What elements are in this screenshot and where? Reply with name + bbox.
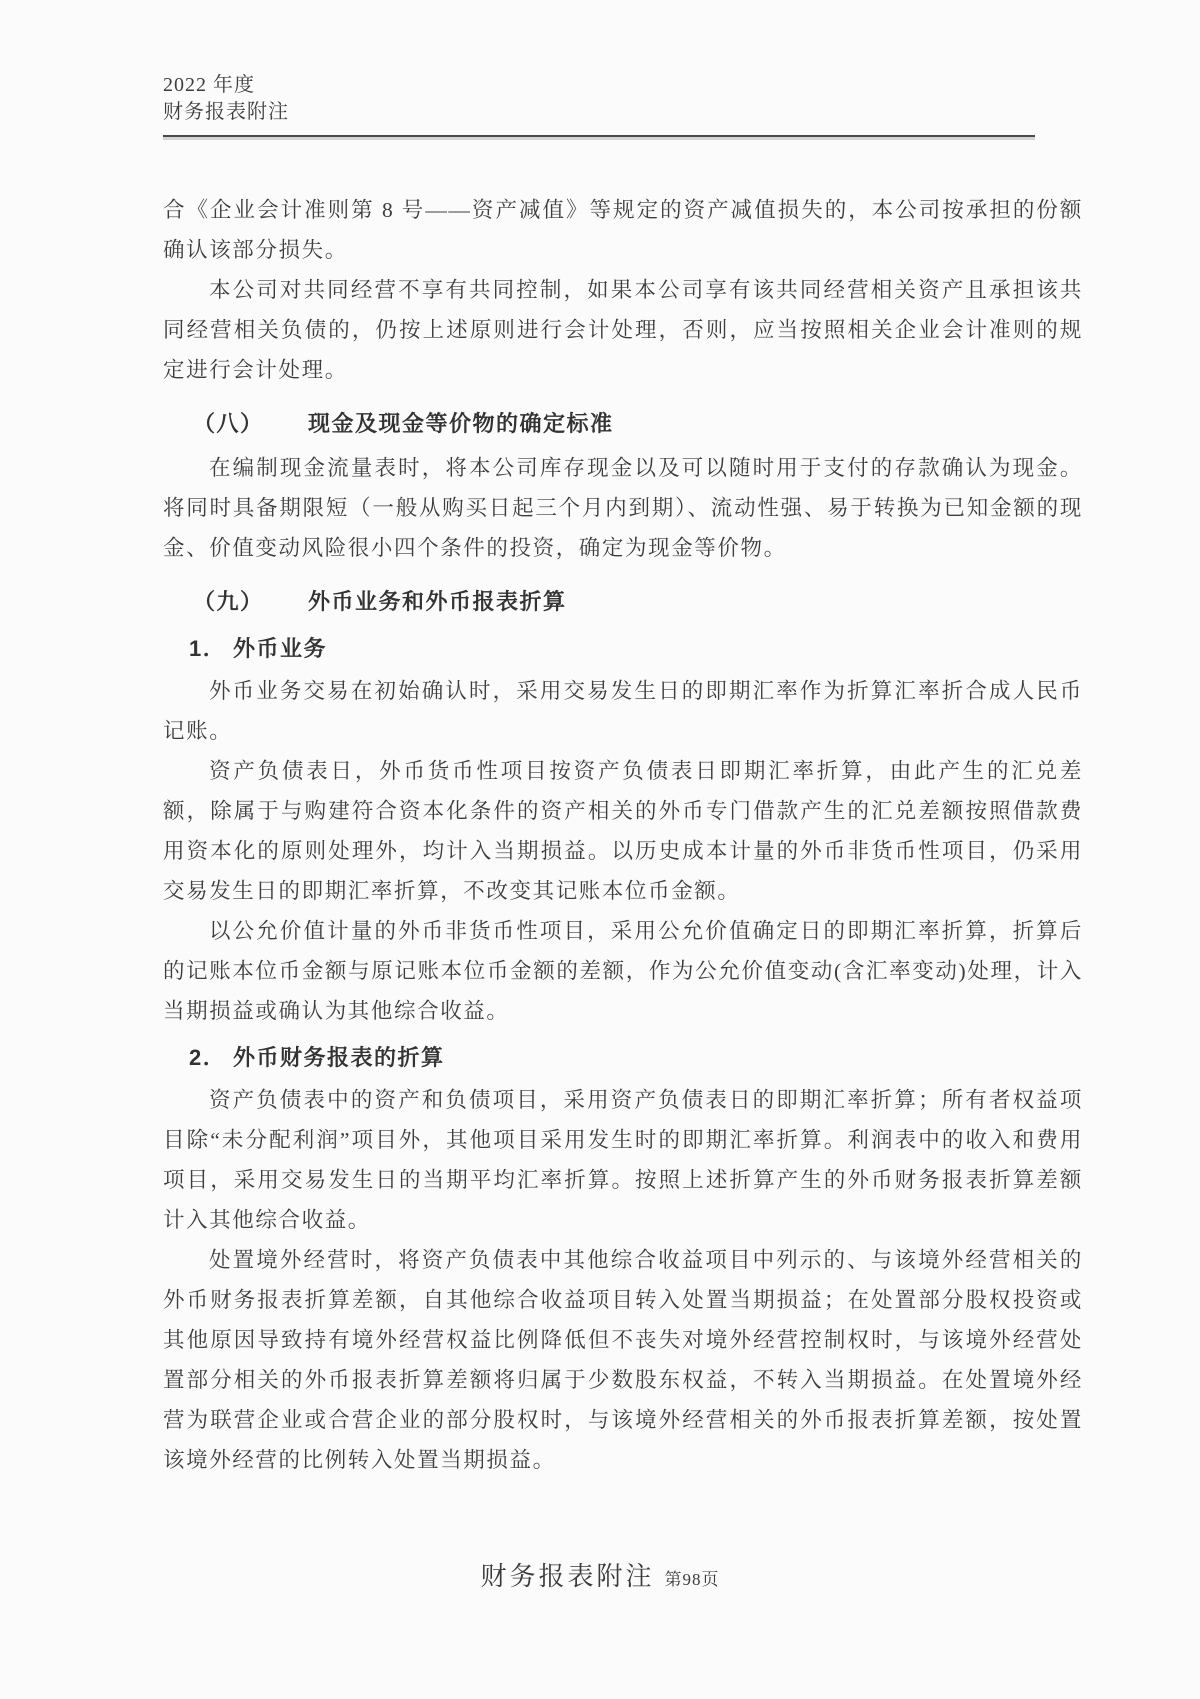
paragraph: 处置境外经营时，将资产负债表中其他综合收益项目中列示的、与该境外经营相关的外币财务报表折算差额，自其他综合收益项目转入处置当期损益；在处置部分股权投资或其他原因导致持有境外经营权益比例降低但不丧失对境外经营控制权时，与该境外经营处置部分相关的外币报表折算差额将归属于少数股东权益，不转入当期损益。在处置境外经营为联营企业或合营企业的部分股权时，与该境外经营相关的外币报表折算差额，按处置该境外经营的比例转入处置当期损益。 [163,1248,1083,1472]
section-heading-number: （八） [193,411,264,436]
paragraph: 以公允价值计量的外币非货币性项目，采用公允价值确定日的即期汇率折算，折算后的记账本位币金额与原记账本位币金额的差额，作为公允价值变动(含汇率变动)处理，计入当期损益或确认为其他综合收益。 [163,919,1083,1023]
header-doc-title-line: 财务报表附注 [163,101,289,123]
section-heading-title: 外币业务和外币报表折算 [308,589,567,614]
subsection-heading-number: 1． [189,636,227,661]
paragraph: 本公司对共同经营不享有共同控制，如果本公司享有该共同经营相关资产且承担该共同经营相关负债的，仍按上述原则进行会计处理，否则，应当按照相关企业会计准则的规定进行会计处理。 [163,278,1083,382]
page-footer [0,1556,1200,1593]
paragraph: 在编制现金流量表时，将本公司库存现金以及可以随时用于支付的存款确认为现金。将同时具备期限短（一般从购买日起三个月内到期）、流动性强、易于转换为已知金额的现金、价值变动风险很小四个条件的投资，确定为现金等价物。 [163,456,1083,560]
page-header [163,72,1035,137]
footer-page-number: 第98页 [664,1570,720,1589]
subsection-heading-1 [163,629,1083,669]
paragraph: 外币业务交易在初始确认时，采用交易发生日的即期汇率作为折算汇率折合成人民币记账。 [163,679,1083,743]
subsection-heading-number: 2． [189,1045,227,1070]
paragraph: 资产负债表日，外币货币性项目按资产负债表日即期汇率折算，由此产生的汇兑差额，除属于与购建符合资本化条件的资产相关的外币专门借款产生的汇兑差额按照借款费用资本化的原则处理外，均计入当期损益。以历史成本计量的外币非货币性项目，仍采用交易发生日的即期汇率折算，不改变其记账本位币金额。 [163,759,1083,903]
subsection-heading-2 [163,1038,1083,1078]
subsection-heading-title: 外币业务 [233,636,328,661]
section-heading-8 [163,404,1083,444]
document-body [163,190,1083,1480]
footer-doc-title: 财务报表附注 [480,1562,655,1591]
section-heading-9 [163,582,1083,622]
subsection-heading-title: 外币财务报表的折算 [233,1045,445,1070]
paragraph-continued: 合《企业会计准则第 8 号——资产减值》等规定的资产减值损失的，本公司按承担的份额确认该部分损失。 [163,198,1083,262]
section-heading-number: （九） [193,589,264,614]
paragraph: 资产负债表中的资产和负债项目，采用资产负债表日的即期汇率折算；所有者权益项目除“未分配利润”项目外，其他项目采用发生时的即期汇率折算。利润表中的收入和费用项目，采用交易发生日的当期平均汇率折算。按照上述折算产生的外币财务报表折算差额计入其他综合收益。 [163,1088,1083,1232]
section-heading-title: 现金及现金等价物的确定标准 [308,411,614,436]
header-year-line: 2022 年度 [163,74,255,96]
